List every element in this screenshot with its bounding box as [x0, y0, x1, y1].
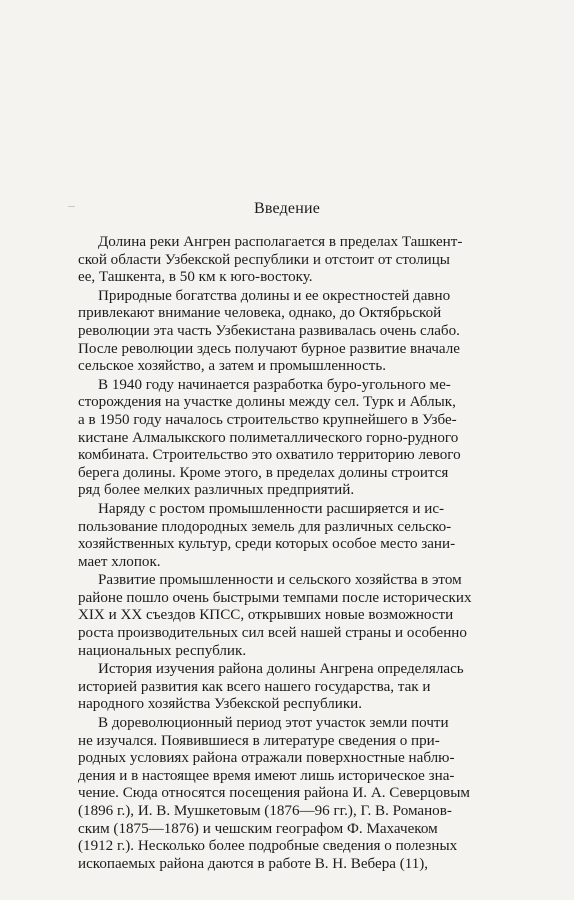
text-line: не изучался. Появившиеся в литературе сведения о при- — [78, 732, 440, 749]
text-line: пользование плодородных земель для различных сельско- — [78, 518, 452, 535]
text-line: (1912 г.). Несколько более подробные сведения о полезных — [78, 838, 458, 855]
text-line: Природные богатства долины и ее окрестностей давно — [98, 287, 451, 304]
text-line: берега долины. Кроме этого, в пределах долины строится — [78, 464, 449, 481]
text-line: сельское хозяйство, а затем и промышленность. — [78, 358, 387, 375]
paragraph-6 — [78, 661, 504, 714]
text-line: роста производительных сил всей нашей страны и особенно — [78, 625, 467, 642]
text-line: родных условиях района отражали поверхностные наблю- — [78, 750, 455, 767]
text-line: XIX и XX съездов КПСС, открывших новые возможности — [78, 607, 454, 624]
text-line: Долина реки Ангрен располагается в пределах Ташкент- — [98, 234, 463, 250]
text-line: дения и в настоящее время имеют лишь историческое зна- — [78, 767, 455, 784]
paragraph-7 — [78, 715, 504, 873]
text-line: мает хлопок. — [78, 553, 161, 570]
text-line: ским (1875—1876) и чешским географом Ф. Махачеком — [78, 820, 438, 837]
text-line: Развитие промышленности и сельского хозяйства в этом — [98, 572, 462, 589]
text-line: (1896 г.), И. В. Мушкетовым (1876—96 гг.), Г. В. Романов- — [78, 803, 452, 819]
paragraph-1 — [78, 234, 504, 287]
text-line: районе пошло очень быстрыми темпами после исторических — [78, 589, 472, 606]
text-line: В дореволюционный период этот участок земли почти — [98, 715, 449, 732]
text-line: а в 1950 году началось строительство крупнейшего в Узбе- — [78, 411, 457, 428]
text-line: революции эта часть Узбекистана развивалась очень слабо. — [78, 322, 460, 339]
body-text — [78, 234, 504, 873]
paragraph-4 — [78, 501, 504, 571]
text-line: кистане Алмалыкского полиметаллического горно-рудного — [78, 429, 459, 446]
section-heading: Введение — [253, 200, 321, 217]
text-line: народного хозяйства Узбекской республики. — [78, 696, 363, 713]
text-line: Наряду с ростом промышленности расширяется и ис- — [98, 500, 445, 517]
text-line: хозяйственных культур, среди которых особое место зани- — [78, 536, 456, 553]
text-line: привлекают внимание человека, однако, до Октябрьской — [78, 305, 442, 322]
paragraph-2 — [78, 288, 504, 376]
text-line: В 1940 году начинается разработка буро-угольного ме- — [98, 376, 451, 393]
text-line: После революции здесь получают бурное развитие вначале — [78, 340, 460, 357]
text-line: ископаемых района даются в работе В. Н. Вебера (11), — [78, 855, 429, 872]
text-line: сторождения на участке долины между сел. Турк и Аблык, — [78, 394, 456, 411]
text-line: ряд более мелких различных предприятий. — [78, 482, 355, 499]
paragraph-3 — [78, 377, 504, 500]
text-line: национальных республик. — [78, 642, 247, 659]
text-line: комбината. Строительство это охватило территорию левого — [78, 447, 461, 464]
text-line: ее, Ташкента, в 50 км к юго-востоку. — [78, 269, 313, 286]
text-line: История изучения района долины Ангрена определялась — [98, 661, 464, 678]
text-line: историей развития как всего нашего государства, так и — [78, 678, 431, 695]
text-line: чение. Сюда относятся посещения района И. А. Северцовым — [78, 785, 470, 802]
text-line: ской области Узбекской республики и отстоит от столицы — [78, 251, 450, 268]
paragraph-5 — [78, 572, 504, 660]
